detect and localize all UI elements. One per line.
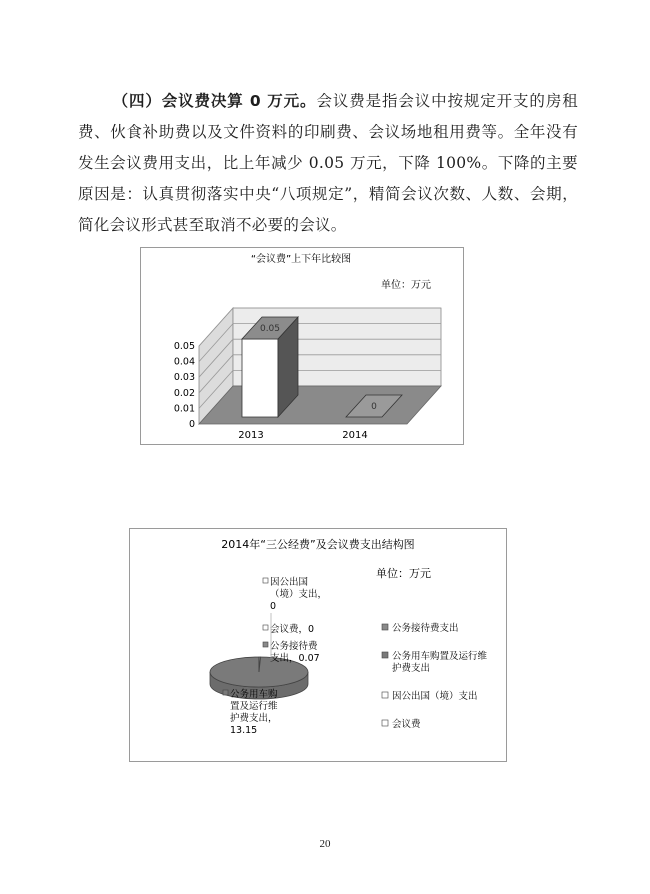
data-label: 0: [371, 402, 377, 412]
x-tick-label: 2013: [238, 430, 264, 441]
label-marker: [263, 625, 268, 630]
legend-swatch: [382, 652, 388, 658]
label-line: （境）支出，: [270, 589, 328, 600]
chart-unit: 单位：万元: [376, 567, 431, 580]
y-tick-label: 0.03: [173, 372, 195, 384]
legend: [382, 622, 488, 730]
page-number: 20: [319, 838, 331, 850]
x-axis-ticks: [238, 430, 367, 441]
chart-title: 2014年“三公经费”及会议费支出结构图: [221, 538, 415, 551]
legend-label: 会议费: [392, 719, 421, 730]
label-line: 置及运行维: [230, 701, 278, 712]
legend-label: 护费支出: [392, 663, 431, 674]
x-tick-label: 2014: [342, 430, 368, 441]
legend-swatch: [382, 624, 388, 630]
legend-item: [382, 650, 488, 674]
expense-structure-chart: [129, 528, 507, 762]
legend-item: [382, 622, 459, 634]
y-tick-label: 0: [188, 419, 195, 430]
label-line: 公务接待费: [270, 641, 318, 652]
y-tick-label: 0.04: [173, 356, 195, 368]
slice-label: [263, 640, 320, 664]
paragraph-heading: （四）会议费决算 0 万元。: [112, 92, 317, 110]
legend-swatch: [382, 692, 388, 698]
legend-item: [382, 718, 421, 730]
label-line: 支出，0.07: [270, 653, 320, 664]
y-tick-label: 0.02: [173, 387, 195, 399]
paragraph-body: 会议费是指会议中按规定开支的房租费、伙食补助费以及文件资料的印刷费、会议场地租用费等。全年没有发生会议费用支出，比上年减少 0.05 万元，下降 100%。下降的主要原因是：认真贯彻落实中央“八项规定”，精简会议次数、人数、会期，简化会议形式甚至取消不必要的会议。: [78, 92, 578, 234]
pie-chart-svg: [130, 529, 506, 761]
slice-labels: [223, 576, 327, 736]
label-line: 护费支出，: [230, 713, 278, 724]
data-label: 0.05: [259, 324, 281, 334]
label-marker: [223, 690, 228, 695]
label-line: 13.15: [230, 725, 258, 736]
chart-title: “会议费”上下年比较图: [250, 254, 352, 265]
legend-label: 公务用车购置及运行维: [392, 651, 488, 662]
y-axis-ticks: [174, 341, 195, 430]
label-line: 公务用车购: [230, 689, 278, 700]
meeting-fee-paragraph: [78, 86, 578, 241]
meeting-fee-comparison-chart: [140, 247, 464, 445]
slice-label: [223, 688, 278, 736]
label-line: 因公出国: [270, 577, 309, 588]
bar: [242, 317, 298, 417]
bar-front: [242, 339, 278, 417]
chart-unit: 单位：万元: [381, 280, 431, 291]
label-line: 会议费，0: [270, 624, 315, 635]
label-marker: [263, 578, 268, 583]
y-tick-label: 0.01: [173, 403, 195, 415]
y-tick-label: 0.05: [173, 341, 195, 352]
slice-label: [263, 623, 314, 635]
label-marker: [263, 642, 268, 647]
legend-label: 公务接待费支出: [392, 623, 459, 634]
chart-floor: [199, 386, 441, 424]
label-line: 0: [270, 601, 277, 612]
bar-chart-svg: [141, 248, 463, 444]
legend-item: [382, 690, 478, 702]
legend-swatch: [382, 720, 388, 726]
slice-label: [263, 576, 327, 612]
legend-label: 因公出国（境）支出: [392, 691, 478, 702]
